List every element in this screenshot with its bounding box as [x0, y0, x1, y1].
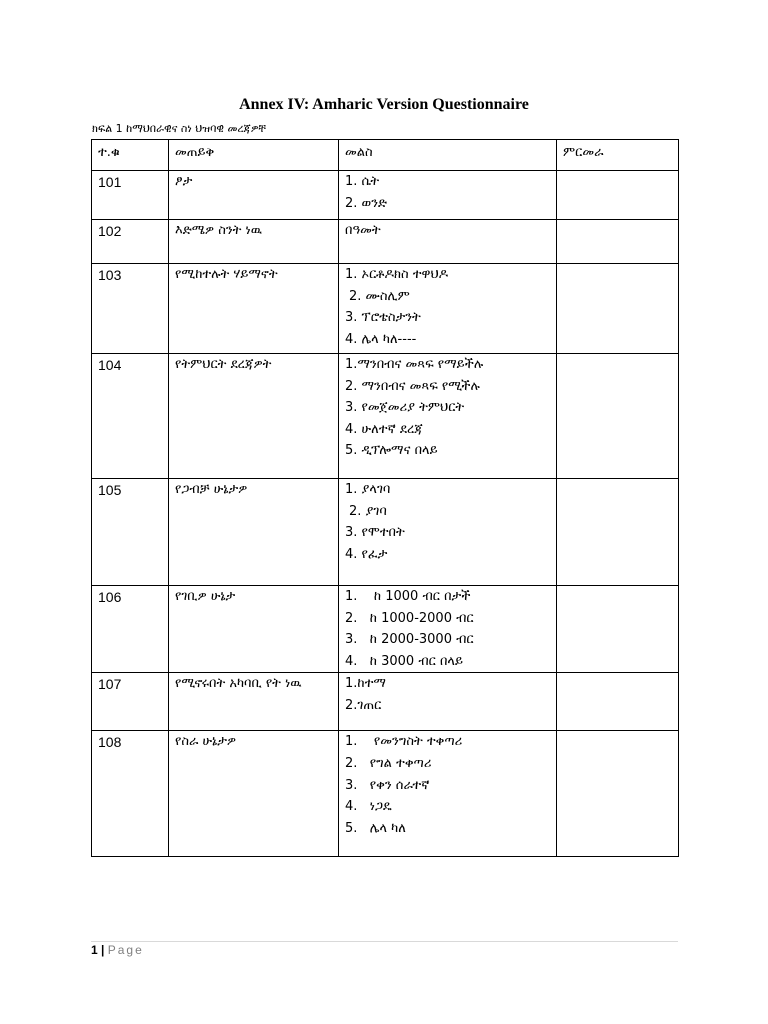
row-question: የትምህርት ደረጃዎት [169, 354, 339, 479]
row-question: የሚኖሩበት አካባቢ የት ነዉ [169, 673, 339, 731]
header-remark: ምርመራ [557, 140, 679, 171]
row-number: 101 [92, 171, 169, 220]
row-answers [339, 673, 557, 731]
row-number: 102 [92, 220, 169, 264]
answer-option: 1. ከ 1000 ብር በታች [345, 589, 471, 604]
row-answers [339, 171, 557, 220]
answer-option: 3. የቀን ሰራተኛ [345, 777, 430, 793]
row-remark [557, 220, 679, 264]
answer-option: 3. የመጀመሪያ ትምህርት [345, 400, 465, 416]
answer-option: 1. ሴት [345, 174, 380, 189]
row-question: የስራ ሁኔታዎ [169, 731, 339, 857]
answer-option: 2. ያገባ [349, 503, 387, 519]
answer-option: 1.ከተማ [345, 676, 386, 692]
header-answer: መልስ [339, 140, 557, 171]
answer-option: 1. የመንግስት ተቀጣሪ [345, 734, 463, 750]
table-row [92, 673, 679, 731]
answer-option: 1. ኦርቶዶክስ ተዋህዶ [345, 267, 449, 282]
table-header-row [92, 140, 679, 171]
row-answers [339, 586, 557, 673]
answer-option: 2. የግል ተቀጣሪ [345, 755, 432, 771]
row-remark [557, 171, 679, 220]
row-question: እድሜዎ ስንት ነዉ [169, 220, 339, 264]
row-answers [339, 264, 557, 354]
table-row [92, 586, 679, 673]
row-remark [557, 731, 679, 857]
answer-option: 2. ወንድ [345, 195, 388, 211]
answer-option: 1. ያላገባ [345, 482, 391, 497]
footer-divider [91, 941, 678, 942]
table-row [92, 171, 679, 220]
answer-option: 3. ፕሮቴስታንት [345, 310, 421, 326]
answer-option: 5. ሌላ ካለ [345, 820, 406, 836]
table-row [92, 354, 679, 479]
row-remark [557, 586, 679, 673]
row-question: የሚከተሉት ሃይማኖት [169, 264, 339, 354]
row-question: ፆታ [169, 171, 339, 220]
table-row [92, 264, 679, 354]
header-number: ተ.ቁ [92, 140, 169, 171]
row-remark [557, 264, 679, 354]
section-heading: ክፍል 1 ከማህበራዊና ስነ ህዝባዊ መረጃዎቸ [92, 122, 267, 135]
answer-option: 1.ማንበብና መጻፍ የማይችሉ [345, 357, 484, 372]
answer-option: 4. ነጋዴ [345, 799, 392, 815]
footer-separator: | [101, 943, 105, 957]
row-number: 103 [92, 264, 169, 354]
row-answers [339, 479, 557, 586]
answer-option: 2. ከ 1000-2000 ብር [345, 610, 474, 626]
row-remark [557, 354, 679, 479]
answer-option: 4. ከ 3000 ብር በላይ [345, 653, 463, 669]
row-number: 105 [92, 479, 169, 586]
row-remark [557, 479, 679, 586]
document-title: Annex IV: Amharic Version Questionnaire [239, 96, 529, 113]
answer-option: 4. ሌላ ካለ---- [345, 331, 417, 347]
row-number: 106 [92, 586, 169, 673]
page-footer [91, 943, 144, 957]
answer-option: 2. ሙስሊም [349, 288, 410, 304]
row-question: የገቢዎ ሁኔታ [169, 586, 339, 673]
answer-option: 4. ሁለተኛ ደረጃ [345, 421, 423, 437]
answer-option: 2. ማንበብና መጻፍ የሚችሉ [345, 378, 480, 394]
row-question: የጋብቻ ሁኔታዎ [169, 479, 339, 586]
answer-option: 2.ገጠር [345, 697, 382, 713]
row-remark [557, 673, 679, 731]
row-answers [339, 354, 557, 479]
answer-option: በዓመት [345, 223, 381, 238]
answer-option: 4. የፈታ [345, 546, 388, 562]
page-number: 1 [91, 943, 98, 957]
table-row [92, 731, 679, 857]
table-row [92, 220, 679, 264]
header-question: መጠይቅ [169, 140, 339, 171]
row-answers [339, 731, 557, 857]
table-row [92, 479, 679, 586]
questionnaire-table [91, 139, 679, 857]
row-answers [339, 220, 557, 264]
answer-option: 3. የሞተበት [345, 525, 405, 541]
page-label: Page [107, 943, 144, 957]
row-number: 104 [92, 354, 169, 479]
row-number: 107 [92, 673, 169, 731]
row-number: 108 [92, 731, 169, 857]
answer-option: 3. ከ 2000-3000 ብር [345, 632, 474, 648]
answer-option: 5. ዲፕሎማና በላይ [345, 443, 438, 459]
